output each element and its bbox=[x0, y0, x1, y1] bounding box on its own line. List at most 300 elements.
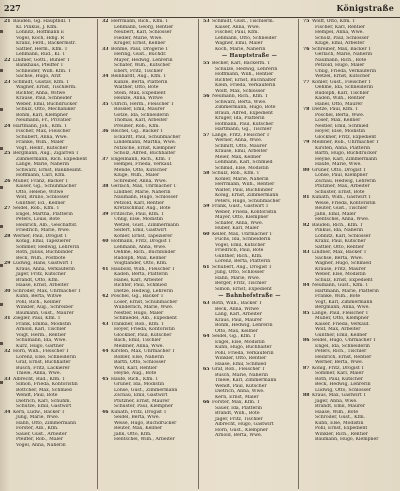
resident-text: Bankhaus, Pfeiffer T bbox=[16, 63, 64, 68]
house-number: 39 bbox=[102, 211, 109, 217]
resident-text: Oehme, Ida, Schneiderin bbox=[315, 85, 373, 90]
resident-text: Zimmermann, Rich. Expedient bbox=[16, 156, 88, 162]
resident-text: Krause, Emil, Arbeiter bbox=[215, 149, 268, 154]
resident-text: Kretzschmar, Aug., Bote bbox=[114, 206, 171, 211]
house-number: 59 bbox=[203, 204, 210, 209]
resident-text: Meißner, Anna, Wwe. bbox=[114, 343, 164, 349]
resident-text: Nestler, Hugo, Maler bbox=[114, 310, 164, 316]
resident-text: Nestler, Emil, Schmied bbox=[315, 123, 369, 129]
resident-text: Schuster, Paul, Klempner bbox=[114, 404, 173, 409]
resident-text: Oehme, Rich., Buchbinder bbox=[114, 250, 176, 255]
resident-text: Reuter, Max, Kellner bbox=[114, 426, 163, 431]
resident-text: Sauer, Gust., Arbeiter bbox=[16, 431, 67, 437]
resident-text: Winkler, Otto, Rentier bbox=[215, 356, 267, 361]
resident-text: Pöschel, Gg., Bäcker T bbox=[111, 294, 164, 299]
resident-text: Kranz, Paul, Kutscher bbox=[315, 239, 366, 244]
resident-text: Beck, Anna, Witwe bbox=[215, 306, 259, 312]
resident-text: Hempel, Frieda, Verkäuf. bbox=[114, 162, 173, 167]
street-heading: — Hauptstraße — bbox=[221, 53, 278, 59]
resident-text: Rössler, Emil, Maurer bbox=[114, 107, 165, 112]
resident-text: Förster, Alb., Kfm. bbox=[16, 426, 59, 431]
resident-text: Schubert, Aug., Drogist T bbox=[212, 264, 272, 270]
resident-text: Vogt, Heinr., Kutscher bbox=[16, 145, 68, 151]
resident-text: Naumann, Hugo, Schlosser bbox=[114, 195, 178, 200]
resident-text: Vogt, Karl, Zimmermann bbox=[315, 299, 373, 305]
resident-text: Hentschel, Anna, Wwe. bbox=[315, 217, 370, 222]
resident-text: Schreiber, Anna, Wwe. bbox=[114, 178, 168, 184]
resident-text: Weise, Frieda, Kontoristin bbox=[315, 200, 376, 206]
resident-text: Haase, Ernst, Arbeiter bbox=[16, 283, 69, 288]
house-number: 78 bbox=[303, 107, 310, 112]
resident-text: Jung, Marie, Wwe. bbox=[16, 415, 60, 420]
house-number: 35 bbox=[102, 101, 109, 107]
resident-text: Graf, Ernst, Buchhalter bbox=[16, 360, 71, 365]
resident-text: Franke, Wilh., Maler bbox=[16, 140, 65, 145]
resident-text: Kunath, Fritz, Drogist T bbox=[111, 409, 167, 415]
resident-text: Kaden, Berta, Plätterin bbox=[114, 272, 168, 277]
house-number: 37 bbox=[102, 156, 109, 162]
resident-text: Hahn, Otto, Zimmermann bbox=[16, 420, 77, 426]
resident-text: Kranz, Ferd., Bäckermstr. bbox=[16, 41, 76, 46]
resident-text: Thiele, Anna, Wwe. bbox=[16, 371, 62, 376]
resident-text: Brandt, Wilh., Bote bbox=[215, 411, 260, 416]
resident-text: Löser, Max, Kellner bbox=[315, 118, 361, 123]
house-number: 33 bbox=[102, 46, 109, 52]
resident-text: König, Emil, Tapezierer bbox=[16, 239, 71, 244]
resident-text: Lange, Fritz, Fleischer T bbox=[212, 132, 270, 138]
resident-text: Vogel, Anna, Näherin bbox=[16, 442, 66, 448]
house-number: 41 bbox=[102, 266, 109, 272]
directory-entry bbox=[201, 47, 298, 53]
house-number: 83 bbox=[303, 250, 310, 255]
resident-text: Otto, Helene, Witwe bbox=[16, 189, 64, 195]
house-number: 42 bbox=[102, 294, 109, 299]
resident-text: Schmitt, Otto, Maurer bbox=[215, 143, 267, 149]
directory-column-3 bbox=[201, 19, 299, 489]
resident-text: Kraus, Paul, Maurer bbox=[215, 317, 263, 323]
house-number: 63 bbox=[203, 301, 210, 306]
house-number: 61 bbox=[203, 264, 210, 270]
resident-text: Richter, Ernst, Buchhalter bbox=[215, 77, 277, 83]
resident-text: Reichel, Gg., Bäcker T bbox=[111, 129, 164, 134]
resident-text: Sattler, Otto, Rentier bbox=[315, 244, 364, 250]
resident-text: Petzold, Karl, Rentier bbox=[114, 200, 165, 206]
resident-text: Dietze, Paul, Kfm. T bbox=[312, 107, 359, 112]
resident-text: Heyne, Aug., Bote bbox=[114, 371, 157, 376]
resident-text: Schröder, Max, Uhrmacher T bbox=[13, 288, 81, 294]
house-number: 22 bbox=[4, 57, 11, 63]
resident-text: Ziegler, Paul, Kfm. T bbox=[13, 316, 61, 321]
house-number: 29 bbox=[4, 261, 11, 266]
resident-text: Lindner, Gottl., Bühler T bbox=[13, 57, 70, 63]
resident-text: Köhler, Gust., Fleischer T bbox=[312, 79, 372, 85]
resident-text: Krüger, Ida, Plätterin bbox=[215, 116, 265, 121]
house-number: 38 bbox=[102, 184, 109, 189]
resident-text: Schäfer, Wilh., Kutscher bbox=[114, 63, 171, 68]
resident-text: Fischer, Karl, Rentier bbox=[315, 24, 365, 30]
house-number: 21 bbox=[4, 19, 11, 24]
resident-text: Eckardt, Paul, Schuhmacher bbox=[114, 134, 181, 140]
resident-text: Stein, Max, Expedient bbox=[114, 90, 166, 96]
resident-text: Weber, Frieda, Kontoristin bbox=[215, 209, 277, 215]
house-number: 28 bbox=[4, 233, 11, 239]
resident-text: Peters, Hugo, Schuhmacher bbox=[215, 198, 281, 204]
resident-text: Voigtländer, Otto, Kfm. bbox=[114, 261, 168, 266]
resident-text: Nitzsche, Ernst, Klempner bbox=[114, 145, 176, 151]
resident-text: Schulz, Rob., Kfm. T bbox=[212, 171, 260, 176]
resident-text: Köhler, Ernst, Tapezierer bbox=[114, 233, 173, 239]
resident-text: Kaiser, Frieda, Verkäuf. bbox=[315, 321, 370, 327]
house-number: 44 bbox=[102, 349, 109, 354]
resident-text: Rößler, Else, Näherin bbox=[114, 354, 164, 360]
resident-text: Barth, Otto, Schlosser bbox=[114, 360, 166, 365]
directory-column-4 bbox=[301, 19, 398, 489]
resident-text: Schütze, Emil, Gastwirt bbox=[16, 404, 72, 409]
house-number: 66 bbox=[203, 400, 210, 405]
resident-text: Hempel, Anna, Wwe. bbox=[315, 30, 364, 35]
resident-text: Günther, Emil, Kellner bbox=[315, 332, 368, 338]
resident-text: Lindemann, Martha, Wwe. bbox=[114, 140, 177, 145]
resident-text: Arnold, Berta, Wwe. bbox=[215, 433, 263, 438]
page-number: 227 bbox=[4, 3, 21, 13]
resident-text: Thiele, Karl, Zimmermann bbox=[215, 378, 277, 383]
resident-text: Arnold, Karl, Tischler bbox=[16, 327, 67, 332]
resident-text: Hoffmann, Wilh., Rentier bbox=[215, 72, 274, 77]
street-heading: — Bahnhofstraße — bbox=[218, 293, 281, 299]
resident-text: Meißner, Rob., Uhrmacher T bbox=[312, 140, 379, 145]
resident-text: Engel, Else, Modistin bbox=[215, 339, 265, 345]
resident-text: Ullrich, Herm., Fleischer T bbox=[111, 101, 174, 107]
resident-text: Kunze, Berta, Plätterin bbox=[114, 79, 168, 85]
resident-text: Hoffmann, Carl, Kfm. bbox=[16, 173, 66, 178]
resident-text: Berger, Fritz, Tischler bbox=[215, 281, 267, 286]
resident-text: Bergmann, Anna, Wwe. bbox=[315, 305, 370, 310]
resident-text: Kluge, Wilh., Maler bbox=[114, 173, 160, 178]
resident-text: Glöckner, Fritz, Expedient bbox=[315, 134, 377, 140]
resident-text: Wagner, Ernst, Tischlerm. bbox=[16, 85, 77, 90]
resident-text: Winkler, Aug., Schreiber bbox=[16, 305, 74, 310]
resident-text: Friedrich, Marie, Wwe. bbox=[16, 228, 71, 233]
resident-text: Wolf, Max, Arbeiter bbox=[315, 327, 361, 332]
directory-entry bbox=[2, 443, 97, 449]
resident-text: Reinhardt, Aug., Kfm. T bbox=[111, 74, 167, 79]
resident-text: Kirsten, Anna, Plätterin bbox=[315, 145, 371, 151]
house-number: 45 bbox=[102, 376, 109, 382]
house-number: 32 bbox=[4, 349, 11, 354]
resident-text: Wetzel, Gust., Zimmermann bbox=[114, 222, 179, 228]
resident-text: Wolff, Otto, Kfm. T bbox=[312, 19, 356, 24]
resident-text: Kraus, Anna, Verkäuferin bbox=[16, 266, 75, 272]
resident-text: Baumann, Gust., Maurer bbox=[16, 310, 74, 316]
resident-text: Böhm, Hedwig, Lehrerin bbox=[215, 323, 273, 328]
resident-text: Krause, Paul, Schneider bbox=[16, 96, 72, 101]
resident-text: Keller, Max, Uhrmacher T bbox=[212, 231, 273, 237]
resident-text: Otto, Max, Kellner bbox=[215, 328, 258, 334]
resident-text: Albrecht, Hugo, Gastwirt bbox=[215, 422, 274, 427]
directory-entry bbox=[201, 287, 298, 293]
resident-text: Hentschel, Wilh., Arbeiter bbox=[114, 437, 175, 442]
house-number: 80 bbox=[303, 167, 310, 173]
resident-text: Wolf, Bruno, Schlosser bbox=[16, 195, 69, 200]
resident-text: Böhme, Paul, Drogerie T bbox=[111, 46, 169, 52]
resident-text: Becker, Karl, Bäckerm. T bbox=[212, 61, 271, 66]
resident-text: Bach, Emil, Tischler bbox=[114, 338, 161, 343]
resident-text: Pfützner, Max, Arbeiter bbox=[315, 184, 370, 189]
resident-text: Lehmann, Karl, Schmied bbox=[215, 160, 273, 165]
resident-text: Hänel, Karl, Arbeiter bbox=[114, 277, 163, 283]
directory-column-2 bbox=[100, 19, 199, 489]
resident-text: Fuchs, Ida, Schneiderin bbox=[215, 237, 271, 242]
resident-text: Sommer, Karl, Maler bbox=[315, 371, 364, 376]
resident-text: Lange, Paul, Fleischer T bbox=[312, 310, 369, 316]
resident-text: Uhlig, Frieda, Verkäuferin bbox=[315, 68, 377, 74]
resident-text: Albrecht, Rud., Kfm. T bbox=[13, 376, 66, 382]
resident-text: Sachse, Hugo, Arzt bbox=[16, 74, 61, 79]
house-number: 53 bbox=[203, 19, 210, 24]
resident-text: Fiedler, Marie, Wwe. bbox=[114, 35, 163, 41]
resident-text: Ludwig, Hans, Gastwirt T bbox=[13, 261, 73, 266]
resident-text: Zimmermann, Hugo, Bote bbox=[215, 105, 276, 110]
resident-text: Weber, Emil, Buchdrucker bbox=[16, 101, 78, 107]
resident-text: Jahn, Emil, Maler bbox=[315, 211, 356, 217]
resident-text: Lehmann, Georg, Rentier bbox=[114, 24, 174, 30]
resident-text: Engel, Martha, Plätterin bbox=[16, 211, 73, 217]
resident-text: Peters, Louis, Bote bbox=[16, 217, 60, 222]
resident-text: Böttcher, Max, Schmied bbox=[16, 387, 72, 393]
resident-text: Schubert, Anna, Wwe. bbox=[16, 134, 68, 140]
resident-text: Ludwig, Otto, Schlosser bbox=[315, 387, 371, 393]
resident-text: Kluge, Emil, Arbeiter bbox=[315, 41, 365, 46]
resident-text: Uhlig, Else, Modistin bbox=[114, 217, 163, 222]
resident-text: Schmidt, Gust., Tischlerm. bbox=[212, 19, 275, 24]
house-number: 84 bbox=[303, 283, 310, 288]
resident-text: Vogel, Koch, Hdlg. R bbox=[16, 35, 64, 41]
resident-text: Walther, Otto, Bote bbox=[114, 85, 159, 90]
house-number: 85 bbox=[303, 310, 310, 316]
resident-text: Walter, Paul, Buchbinder bbox=[215, 187, 273, 193]
directory-column-1 bbox=[2, 19, 98, 489]
resident-text: Brandt, Emil, Maurer bbox=[315, 404, 366, 409]
resident-text: Werner, Berta, Wwe. bbox=[315, 360, 364, 365]
resident-text: Sommer, Hedwig, Lehrerin bbox=[16, 244, 80, 250]
resident-text: Fischer, Paul, Kfm. bbox=[215, 30, 259, 35]
resident-text: Dietrich, Anna, Wwe. bbox=[215, 389, 265, 394]
resident-text: Haase, Emil, Schmied bbox=[215, 361, 267, 367]
house-number: 46 bbox=[102, 409, 109, 415]
house-number: 87 bbox=[303, 365, 310, 371]
resident-text: Wendt, Paul, Kutscher bbox=[215, 383, 267, 389]
resident-text: Kunath, Wilh., Gastwirt T bbox=[312, 195, 372, 200]
resident-text: Petzold, Hugo, Maler bbox=[315, 63, 365, 68]
resident-text: Sattler, Herm., Kfm. T bbox=[16, 46, 68, 52]
resident-text: Roth, Paul, Kutscher bbox=[315, 376, 363, 382]
resident-text: Gerlach, Max, Uhrmacher T bbox=[111, 184, 177, 189]
directory-entry bbox=[301, 437, 398, 443]
resident-text: Neumann, Fr., Privatier bbox=[16, 118, 72, 123]
resident-text: Brandt, Otto, Kfm. bbox=[16, 277, 60, 283]
resident-text: Hofmann, Fritz, Drogist T bbox=[111, 239, 172, 244]
resident-text: Wendt, Paul, Bote bbox=[16, 393, 58, 398]
resident-text: Scholz, Alfred, Buchhalter bbox=[114, 151, 176, 156]
resident-text: Pfeiffer, Rob., Maler bbox=[16, 437, 63, 442]
resident-text: Koch, Marie, Näherin bbox=[215, 46, 266, 52]
resident-text: Lorenz, Berta, Plätterin bbox=[215, 259, 271, 264]
house-number: 58 bbox=[203, 171, 210, 176]
resident-text: Richter, Anna, Witwe bbox=[16, 90, 66, 96]
resident-text: Dietrich, Karl, Schuhm. bbox=[16, 398, 72, 404]
resident-text: Schwarz, Berta, Wwe. bbox=[215, 99, 267, 105]
resident-text: Naumann, Rich., Bote bbox=[315, 57, 367, 63]
resident-text: Haase, Wilh., Bote bbox=[315, 409, 359, 415]
resident-text: Engel, Ida, Schneiderin bbox=[315, 343, 370, 349]
resident-text: Günther, Ed., Kellner bbox=[16, 200, 66, 206]
house-number: 65 bbox=[203, 367, 210, 372]
resident-text: Neumann, Gust., Kfm. T bbox=[312, 283, 369, 288]
resident-text: Engelmann, Rich., Kfm. T bbox=[111, 156, 171, 162]
resident-text: Hofmann, Paul, Kutscher bbox=[215, 121, 274, 127]
resident-text: Lorenz, Else, Schneiderin bbox=[16, 354, 76, 360]
resident-text: Löser, Ernst, Schuhmacher bbox=[114, 299, 178, 305]
resident-text: Mayer, Hedwig, Lehrerin bbox=[114, 57, 173, 63]
resident-text: Barth, Hugo, Buchdrucker bbox=[315, 151, 377, 156]
house-number: 76 bbox=[303, 46, 310, 52]
resident-text: Frank, Gust., Gastwirt T bbox=[212, 204, 269, 209]
house-number: 79 bbox=[303, 140, 310, 145]
house-number: 33 bbox=[4, 376, 11, 382]
house-number: 30 bbox=[4, 288, 11, 294]
resident-text: Rudolph, Karl, Tischler bbox=[315, 90, 369, 96]
resident-text: Lohse, Gust., Zimmermann bbox=[114, 387, 178, 393]
house-number: 34 bbox=[102, 74, 109, 79]
resident-text: Lehmann, Anna, Wwe. bbox=[114, 244, 167, 250]
resident-text: Krüger, Ernst, Kellner bbox=[114, 41, 166, 46]
resident-text: Fritzsche, Paul, Kfm. T bbox=[111, 211, 165, 217]
resident-text: Lehmann, Otto, Schneider bbox=[215, 35, 277, 41]
resident-text: Kühn, Else, Modistin bbox=[315, 420, 364, 426]
house-number: 64 bbox=[203, 334, 210, 339]
resident-text: Mayer, Otto, Klempner bbox=[215, 215, 269, 220]
house-number: 81 bbox=[303, 195, 310, 200]
resident-text: Wunderlich, Marie, Wwe. bbox=[114, 305, 174, 310]
resident-text: Huber, Karl, Maler bbox=[215, 226, 259, 231]
resident-text: Haubold, Wilh., Fleischer T bbox=[111, 266, 175, 272]
resident-text: Roth, Julius, Buchbinder bbox=[16, 250, 74, 255]
resident-text: Kühn, Berta, Witwe bbox=[16, 294, 62, 299]
house-number: 25 bbox=[4, 151, 11, 156]
resident-text: Horn, Gust., Klempner bbox=[215, 427, 268, 433]
resident-text: Schmid, Else, Modistin bbox=[215, 165, 269, 171]
resident-text: Seidel, Hugo, Uhrmacher T bbox=[312, 338, 377, 343]
resident-text: Bergmann, Aug., Zigarren T bbox=[13, 151, 79, 156]
resident-text: Pinkus, Ida, Näherin bbox=[315, 228, 364, 233]
resident-text: Baudeli, Gg. Haupthdl. T bbox=[13, 19, 71, 24]
resident-text: Kl. Pinkus, J. Kfm. bbox=[16, 24, 58, 30]
resident-text: Dietze, Hedwig, Lehrerin bbox=[114, 288, 173, 294]
resident-text: Förster, Max, Kfm. T bbox=[212, 400, 260, 405]
resident-text: Schneider, Wilh. Kfm. T bbox=[16, 68, 72, 74]
resident-text: Wolf, Karl, Rentier bbox=[114, 365, 158, 371]
resident-text: Reuter, Gust., Tischler bbox=[315, 206, 368, 211]
house-number: 55 bbox=[203, 61, 210, 66]
resident-text: Frank, Emma, Modistin bbox=[16, 321, 72, 327]
resident-text: König, Fritz, Drogist T bbox=[312, 365, 365, 371]
resident-text: Tränkner, Rob., Kfm. T bbox=[111, 321, 165, 327]
resident-text: Lindner, Marie, Näherin bbox=[114, 189, 171, 195]
resident-text: Weise, Hugo, Buchdrucker bbox=[114, 420, 177, 426]
resident-text: Weber, Else, Modistin bbox=[315, 272, 366, 277]
house-number: 34 bbox=[4, 409, 11, 415]
resident-text: Richter, Paul, Schmied bbox=[114, 283, 167, 288]
resident-text: Horn, Wilh., Fleischer T bbox=[13, 349, 69, 354]
resident-text: Neubert, Karl, Schlosser bbox=[114, 30, 172, 35]
resident-text: Graf, Rob., Fleischer T bbox=[212, 367, 265, 372]
resident-text: Heinrich, Ernst, Rentier bbox=[315, 354, 372, 360]
resident-text: Seidel, Berta, Wwe. bbox=[114, 415, 161, 420]
resident-text: Beck, Wilh., Postbote bbox=[16, 255, 66, 261]
resident-text: Herrmann, Rich., Kfm. T bbox=[111, 19, 169, 24]
resident-text: Schulze, Hedwig, Lehrerin bbox=[215, 66, 278, 72]
resident-text: Lehmann, Rud., Kl. T bbox=[16, 52, 66, 57]
house-number: 56 bbox=[203, 94, 210, 99]
resident-text: Seifert, Emil, Gastwirt bbox=[114, 228, 167, 233]
resident-text: Jäger, Anna, Wwe. bbox=[315, 398, 358, 404]
resident-text: Ebert, Fritz, Tischler bbox=[114, 68, 163, 74]
resident-text: Hoyer, Else, Modistin bbox=[315, 129, 366, 134]
house-number: 24 bbox=[4, 123, 11, 129]
resident-text: Lindner, Max, Bäcker T bbox=[312, 250, 367, 255]
resident-text: Jahn, Otto, Kfm. bbox=[114, 431, 152, 437]
resident-text: Kraus, Max, Gastwirt T bbox=[312, 393, 367, 398]
resident-text: Baudeli, Rich., Kfm. T bbox=[312, 222, 363, 228]
resident-text: Thomas, Karl, Arbeiter bbox=[114, 118, 168, 123]
resident-text: Pohl, Frieda, Verkäuferin bbox=[215, 350, 274, 356]
resident-text: Seidel, Rob., Kfm. T bbox=[13, 206, 60, 211]
house-number: 75 bbox=[303, 19, 310, 24]
house-number: 27 bbox=[4, 206, 11, 211]
resident-text: Kirsten, Max, Uhrmacher T bbox=[111, 349, 175, 354]
resident-text: Hahn, Marie, Wwe. bbox=[215, 275, 261, 281]
resident-text: Kuhn, Hugo, Buchhalter bbox=[215, 345, 272, 350]
directory-entry bbox=[201, 433, 298, 439]
resident-text: Schmiedel, Alb., Expedient bbox=[114, 316, 177, 321]
resident-text: Werner, Paul, Drogist T bbox=[13, 233, 68, 239]
house-number: 86 bbox=[303, 338, 310, 343]
house-number: 77 bbox=[303, 79, 310, 85]
house-number: 26 bbox=[4, 178, 11, 184]
resident-text: Schuster, Ernst, Bote bbox=[315, 189, 365, 195]
resident-text: Braun, Alfred, Expedient bbox=[215, 110, 273, 116]
house-number: 36 bbox=[102, 129, 109, 134]
resident-text: Voigt, Herm., Rentier bbox=[16, 332, 66, 338]
resident-text: Beck, Hedwig, Lehrerin bbox=[315, 382, 371, 387]
resident-text: Preußer, Rob., Kfm. bbox=[114, 123, 160, 129]
resident-text: Herrmann, Wilh., Rentier bbox=[215, 182, 275, 187]
house-number: 23 bbox=[4, 79, 11, 85]
house-number: 82 bbox=[303, 222, 310, 228]
resident-text: Heinze, Anna, Witwe bbox=[114, 96, 163, 101]
resident-text: Jäger, Fritz, Kutscher bbox=[16, 272, 66, 277]
resident-text: Vogel, Emil, Kutscher bbox=[215, 242, 266, 248]
resident-text: Krause, Fritz, Maurer bbox=[315, 266, 366, 272]
resident-text: Zschau, Emil, Gastwirt bbox=[114, 393, 168, 398]
resident-text: Schröder, Gust., Kfm. bbox=[315, 415, 366, 420]
resident-text: Kern, Ernst, Maler bbox=[215, 394, 259, 400]
resident-text: Kaiser, Gg., Schuhmacher bbox=[16, 184, 77, 189]
page-header bbox=[0, 0, 400, 18]
house-number: 88 bbox=[303, 393, 310, 398]
resident-text: Kern, Ludw., Bäcker T bbox=[13, 409, 65, 415]
resident-text: Müller, Franz, Bäcker T bbox=[13, 178, 69, 184]
